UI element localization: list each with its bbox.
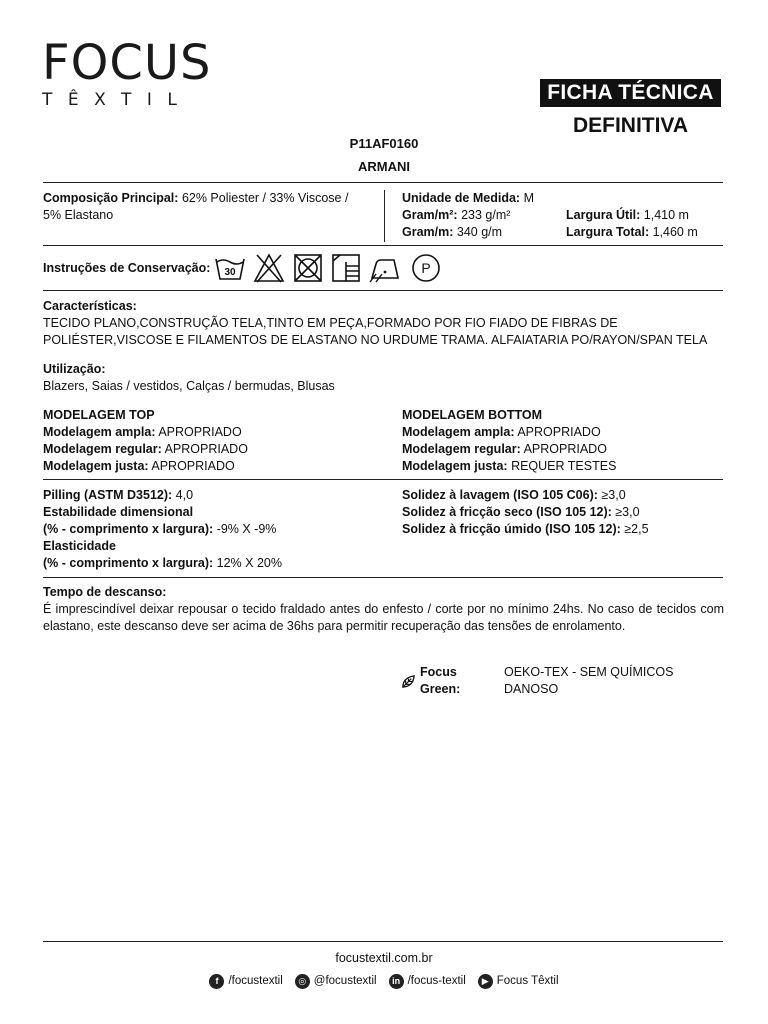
composition-value: 62% Poliester / 33% Viscose / [181,191,349,205]
footer-divider [43,941,723,942]
gram-m2-value: 233 g/m² [461,208,511,222]
total-width-value: 1,460 m [652,225,698,239]
dry-rub-value: ≥3,0 [615,505,640,519]
brand-logo [42,35,212,110]
divider [43,245,723,246]
total-width-label: Largura Total: [566,225,650,239]
modeling-bottom-regular-label: Modelagem regular: [402,442,521,456]
modeling-bottom-block [402,407,732,475]
elasticity-value: 12% X 20% [216,556,282,570]
characteristics-label: Características: [43,299,137,313]
useful-width-label: Largura Útil: [566,208,641,222]
modeling-bottom-regular-value: APROPRIADO [523,442,607,456]
modeling-bottom-title: MODELAGEM BOTTOM [402,408,543,422]
stability-value: -9% X -9% [216,522,277,536]
elasticity-label: Elasticidade [43,539,116,553]
gram-m-label: Gram/m: [402,225,454,239]
usage-text: Blazers, Saias / vestidos, Calças / bermudas, Blusas [43,379,335,393]
focus-green-label: Focus Green: [419,665,461,696]
linkedin-icon: in [389,974,404,989]
characteristics-text: TECIDO PLANO,CONSTRUÇÃO TELA,TINTO EM PEÇA,FORMADO POR FIO FIADO DE FIBRAS DE POLIÉSTER,VISCOSE E FILAMENTOS DE ELASTANO NO URDUME TRAMA. ALFAIATARIA PO/RAYON/SPAN TELA [43,316,708,347]
brand-sub: TÊXTIL [42,90,193,110]
social-links [0,973,768,990]
facebook-handle: /focustextil [228,975,283,987]
elasticity-sub-label: (% - comprimento x largura): [43,556,214,570]
instagram-icon: ◎ [295,974,310,989]
wet-rub-value: ≥2,5 [624,522,649,536]
characteristics-block [43,298,725,349]
modeling-bottom-justa-label: Modelagem justa: [402,459,508,473]
focus-green [401,664,731,698]
modeling-top-regular-label: Modelagem regular: [43,442,162,456]
modeling-bottom-ampla-value: APROPRIADO [517,425,601,439]
wet-rub-label: Solidez à fricção úmido (ISO 105 12): [402,522,621,536]
divider [43,479,723,480]
product-name: ARMANI [358,159,410,174]
vertical-divider [384,190,385,242]
wash-30-icon [214,252,246,284]
modeling-bottom-justa-value: REQUER TESTES [511,459,617,473]
composition-label: Composição Principal: [43,191,179,205]
leaf-icon [401,674,416,689]
stability-sub-label: (% - comprimento x largura): [43,522,214,536]
modeling-bottom-ampla-label: Modelagem ampla: [402,425,515,439]
document-status: DEFINITIVA [572,114,689,137]
unit-value: M [523,191,534,205]
modeling-top-justa-value: APROPRIADO [151,459,235,473]
no-bleach-icon [252,252,286,284]
youtube-icon: ▶ [478,974,493,989]
unit-label: Unidade de Medida: [402,191,521,205]
website-link[interactable]: focustextil.com.br [335,951,433,965]
brand-name: FOCUS [42,35,212,91]
composition-value-cont: 5% Elastano [43,208,114,222]
rest-label: Tempo de descanso: [43,585,167,599]
line-dry-shade-icon [330,252,362,284]
care-label: Instruções de Conservação: [43,260,211,275]
divider [43,577,723,578]
specs-right [566,207,726,241]
svg-text:P: P [421,260,432,276]
youtube-link[interactable] [478,973,559,990]
stability-label: Estabilidade dimensional [43,505,194,519]
usage-block [43,361,725,395]
divider [43,290,723,291]
tests-right-block [402,487,732,538]
facebook-icon: f [209,974,224,989]
rest-block [43,584,724,635]
tests-left-block [43,487,383,572]
gram-m-value: 340 g/m [456,225,503,239]
modeling-top-regular-value: APROPRIADO [164,442,248,456]
iron-low-icon [368,252,404,284]
pilling-label: Pilling (ASTM D3512): [43,488,173,502]
care-instructions [43,250,448,286]
product-code: P11AF0160 [349,136,419,151]
modeling-top-ampla-label: Modelagem ampla: [43,425,156,439]
no-tumble-dry-icon [292,252,324,284]
composition-block [43,190,378,224]
usage-label: Utilização: [43,362,106,376]
useful-width-value: 1,410 m [643,208,689,222]
specs-left [402,190,562,241]
facebook-link[interactable] [209,973,282,990]
pilling-value: 4,0 [175,488,194,502]
linkedin-link[interactable] [389,973,466,990]
dry-clean-p-icon [410,252,442,284]
divider [43,182,723,183]
rest-text: É imprescindível deixar repousar o tecido fraldado antes do enfesto / corte por no mínimo 24hs. No caso de tecidos com elastano, este descanso deve ser acima de 36hs para permitir recuperação das tensões de enrolamento. [43,602,724,633]
modeling-top-title: MODELAGEM TOP [43,408,155,422]
wash-fastness-label: Solidez à lavagem (ISO 105 C06): [402,488,598,502]
instagram-link[interactable] [295,973,377,990]
document-type-badge: FICHA TÉCNICA [540,79,721,107]
instagram-handle: @focustextil [313,975,377,987]
dry-rub-label: Solidez à fricção seco (ISO 105 12): [402,505,612,519]
focus-green-value: OEKO-TEX - SEM QUÍMICOS DANOSO [504,665,674,696]
linkedin-handle: /focus-textil [407,975,466,987]
gram-m2-label: Gram/m²: [402,208,458,222]
youtube-handle: Focus Têxtil [496,975,559,987]
wash-temp: 30 [224,267,236,278]
modeling-top-justa-label: Modelagem justa: [43,459,149,473]
modeling-top-block [43,407,378,475]
modeling-top-ampla-value: APROPRIADO [158,425,242,439]
wash-fastness-value: ≥3,0 [601,488,626,502]
